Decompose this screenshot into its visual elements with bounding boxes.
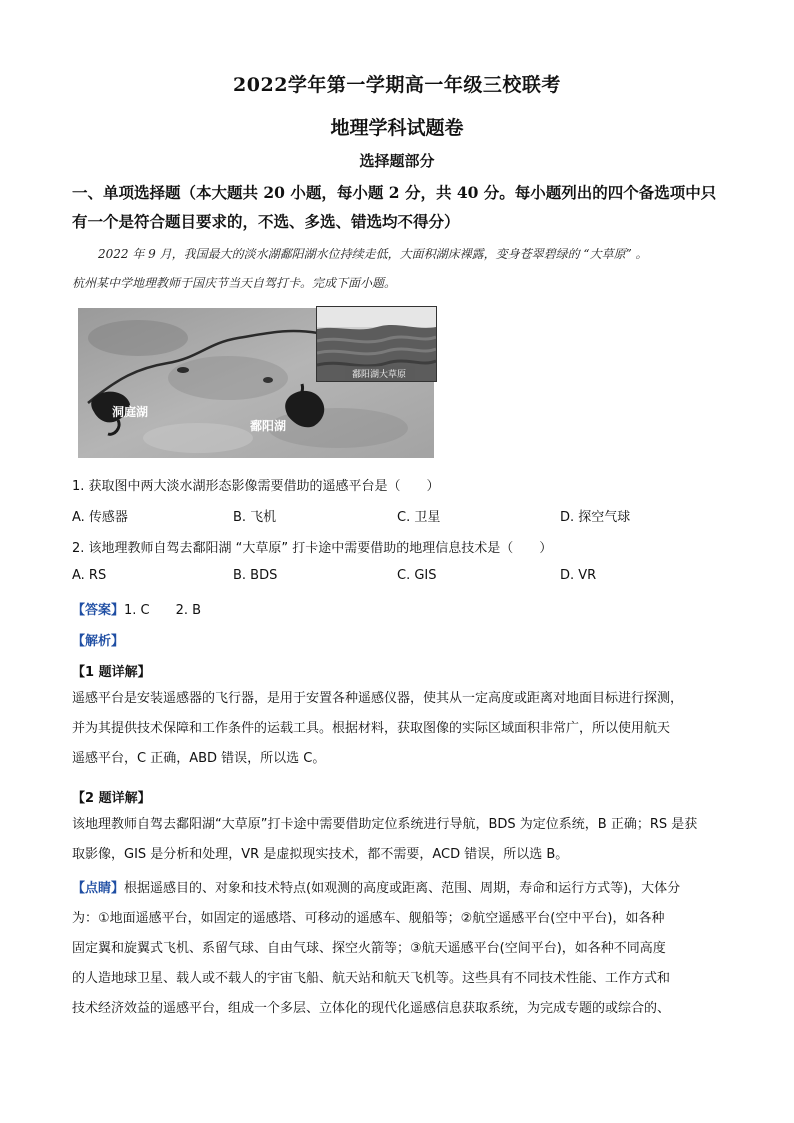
section-heading-line2: 有一个是符合题目要求的，不选、多选、错选均不得分） [72,212,460,231]
q2-option-c: C. GIS [397,568,437,583]
tip-line3: 固定翼和旋翼式飞机、系留气球、自由气球、探空火箭等；③航天遥感平台(空间平台)，如各种不同高度 [72,941,666,956]
q2-option-d: D. VR [560,568,597,583]
q1-detail-line2: 并为其提供技术保障和工作条件的运载工具。根据材料，获取图像的实际区域面积非常广，所以使用航天 [72,721,671,736]
q1-option-b: B. 飞机 [233,510,277,525]
q1-detail-line1: 遥感平台是安装遥感器的飞行器，是用于安置各种遥感仪器，使其从一定高度或距离对地面目标进行探测， [72,691,684,706]
q2-option-a: A. RS [72,568,107,583]
inset-caption: 鄱阳湖大草原 [351,370,407,380]
q1-detail-label: 【1 题详解】 [72,665,151,680]
part-heading: 选择题部分 [359,152,435,170]
q2-option-b: B. BDS [233,568,278,583]
q2-detail-line1: 该地理教师自驾去鄱阳湖“大草原”打卡途中需要借助定位系统进行导航，BDS 为定位系统，B 正确；RS 是获 [72,817,698,832]
q1-option-d: D. 探空气球 [560,510,631,525]
q1-detail-line3: 遥感平台，C 正确，ABD 错误，所以选 C。 [72,751,326,766]
q1-option-c: C. 卫星 [397,510,441,525]
tip-line1 [72,874,728,904]
analysis-label: 【解析】 [72,634,125,649]
tip-line2: 为：①地面遥感平台，如固定的遥感塔、可移动的遥感车、舰船等；②航空遥感平台(空中平台)，如各种 [72,911,665,926]
question-1-stem: 1. 获取图中两大淡水湖形态影像需要借助的遥感平台是（ ） [72,479,440,494]
material-line2: 杭州某中学地理教师于国庆节当天自驾打卡。完成下面小题。 [72,276,397,290]
tip-label: 【点睛】 [72,881,125,896]
q2-detail-line2: 取影像，GIS 是分析和处理，VR 是虚拟现实技术，都不需要，ACD 错误，所以选 B。 [72,847,569,862]
exam-title: 2022学年第一学期高一年级三校联考 [233,74,561,96]
material-line1: 2022 年 9 月，我国最大的淡水湖鄱阳湖水位持续走低，大面积湖床裸露，变身苍翠碧绿的 “大草原” 。 [98,247,648,261]
answer-line [72,599,201,618]
section-heading-line1: 一、单项选择题（本大题共 20 小题，每小题 2 分，共 40 分。每小题列出的四个备选项中只 [72,183,717,202]
q1-option-a: A. 传感器 [72,510,128,525]
answer-value: 1. C 2. B [124,603,202,618]
label-dongting-lake: 洞庭湖 [112,405,149,419]
question-2-stem: 2. 该地理教师自驾去鄱阳湖 “大草原” 打卡途中需要借助的地理信息技术是（ ） [72,541,553,556]
label-poyang-lake: 鄱阳湖 [250,419,287,433]
answer-label: 【答案】 [72,603,125,618]
tip-line1-text: 根据遥感目的、对象和技术特点(如观测的高度或距离、范围、周期，寿命和运行方式等)，大体分 [124,881,681,896]
grassland-inset-photo [316,306,437,382]
exam-subtitle: 地理学科试题卷 [330,117,464,139]
tip-line5: 技术经济效益的遥感平台，组成一个多层、立体化的现代化遥感信息获取系统，为完成专题的或综合的、 [72,1001,671,1016]
tip-line4: 的人造地球卫星、载人或不载人的宇宙飞船、航天站和航天飞机等。这些具有不同技术性能、工作方式和 [72,971,671,986]
q2-detail-label: 【2 题详解】 [72,791,151,806]
